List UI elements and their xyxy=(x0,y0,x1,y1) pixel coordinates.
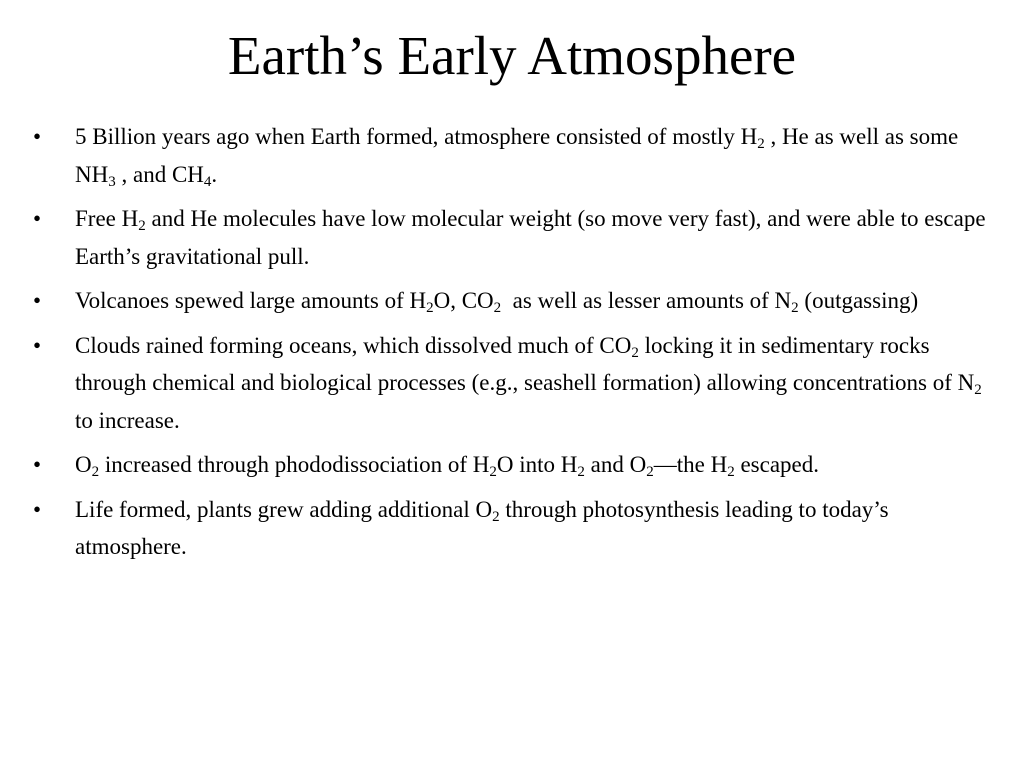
text-run: Life formed, plants grew adding additional O xyxy=(75,496,493,522)
subscript: 2 xyxy=(974,382,982,398)
subscript: 2 xyxy=(646,464,654,480)
subscript: 2 xyxy=(757,136,765,152)
bullet-marker: • xyxy=(33,206,42,231)
text-run: increased through phododissociation of H xyxy=(99,452,490,477)
subscript: 2 xyxy=(577,464,585,480)
text-run: Free H xyxy=(75,206,139,231)
bullet-text xyxy=(75,497,889,560)
subscript: 2 xyxy=(727,464,735,480)
subscript: 4 xyxy=(203,173,212,190)
subscript: 3 xyxy=(108,173,116,190)
text-run: Clouds rained forming oceans, which dissolved much of CO xyxy=(75,332,632,358)
text-run: and He molecules have low molecular weight (so move very fast), and were able to escape Earth’s gravitational pull. xyxy=(75,206,986,269)
subscript: 2 xyxy=(138,218,146,234)
bullet-marker: • xyxy=(33,288,42,313)
text-run: escaped. xyxy=(734,452,819,477)
text-run: Volcanoes spewed large amounts of H xyxy=(75,288,427,313)
subscript: 2 xyxy=(489,464,497,480)
subscript: 2 xyxy=(493,300,502,316)
subscript: 2 xyxy=(791,300,799,316)
slide-title: Earth’s Early Atmosphere xyxy=(227,25,797,86)
bullet-marker: • xyxy=(33,332,42,358)
text-run: O xyxy=(75,452,92,477)
text-run: and O xyxy=(584,452,647,477)
text-run: through photosynthesis leading to today’s atmosphere. xyxy=(75,496,889,559)
bullet-marker: • xyxy=(33,452,42,477)
text-run: 5 Billion years ago when Earth formed, atmosphere consisted of mostly H xyxy=(75,124,758,149)
text-run: as well as lesser amounts of N xyxy=(501,288,792,313)
text-run: . xyxy=(211,161,218,187)
text-run: O, CO xyxy=(433,288,494,313)
bullet-item xyxy=(30,491,992,566)
text-run: to increase. xyxy=(75,407,180,433)
bullet-text xyxy=(75,333,982,433)
bullet-item xyxy=(30,282,992,320)
bullet-marker: • xyxy=(33,496,42,522)
bullet-list xyxy=(30,118,992,573)
text-run: —the H xyxy=(653,452,728,477)
subscript: 2 xyxy=(631,344,639,361)
bullet-item xyxy=(30,327,992,440)
bullet-text xyxy=(75,124,959,190)
text-run: , He as well as some NH xyxy=(75,124,959,187)
bullet-item xyxy=(30,446,992,484)
bullet-item xyxy=(30,118,992,193)
text-run: , and CH xyxy=(115,161,204,187)
bullet-text xyxy=(75,288,919,316)
text-run: O into H xyxy=(496,452,578,477)
text-run: locking it in sedimentary rocks through chemical and biological processes (e.g., seashell formation) allowing concentrations of N xyxy=(75,332,975,395)
bullet-text xyxy=(75,452,819,480)
subscript: 2 xyxy=(492,508,500,525)
subscript: 2 xyxy=(91,464,100,480)
bullet-marker: • xyxy=(33,124,42,149)
subscript: 2 xyxy=(426,300,434,316)
text-run: (outgassing) xyxy=(798,288,919,313)
bullet-item xyxy=(30,200,992,275)
bullet-text xyxy=(75,206,986,269)
